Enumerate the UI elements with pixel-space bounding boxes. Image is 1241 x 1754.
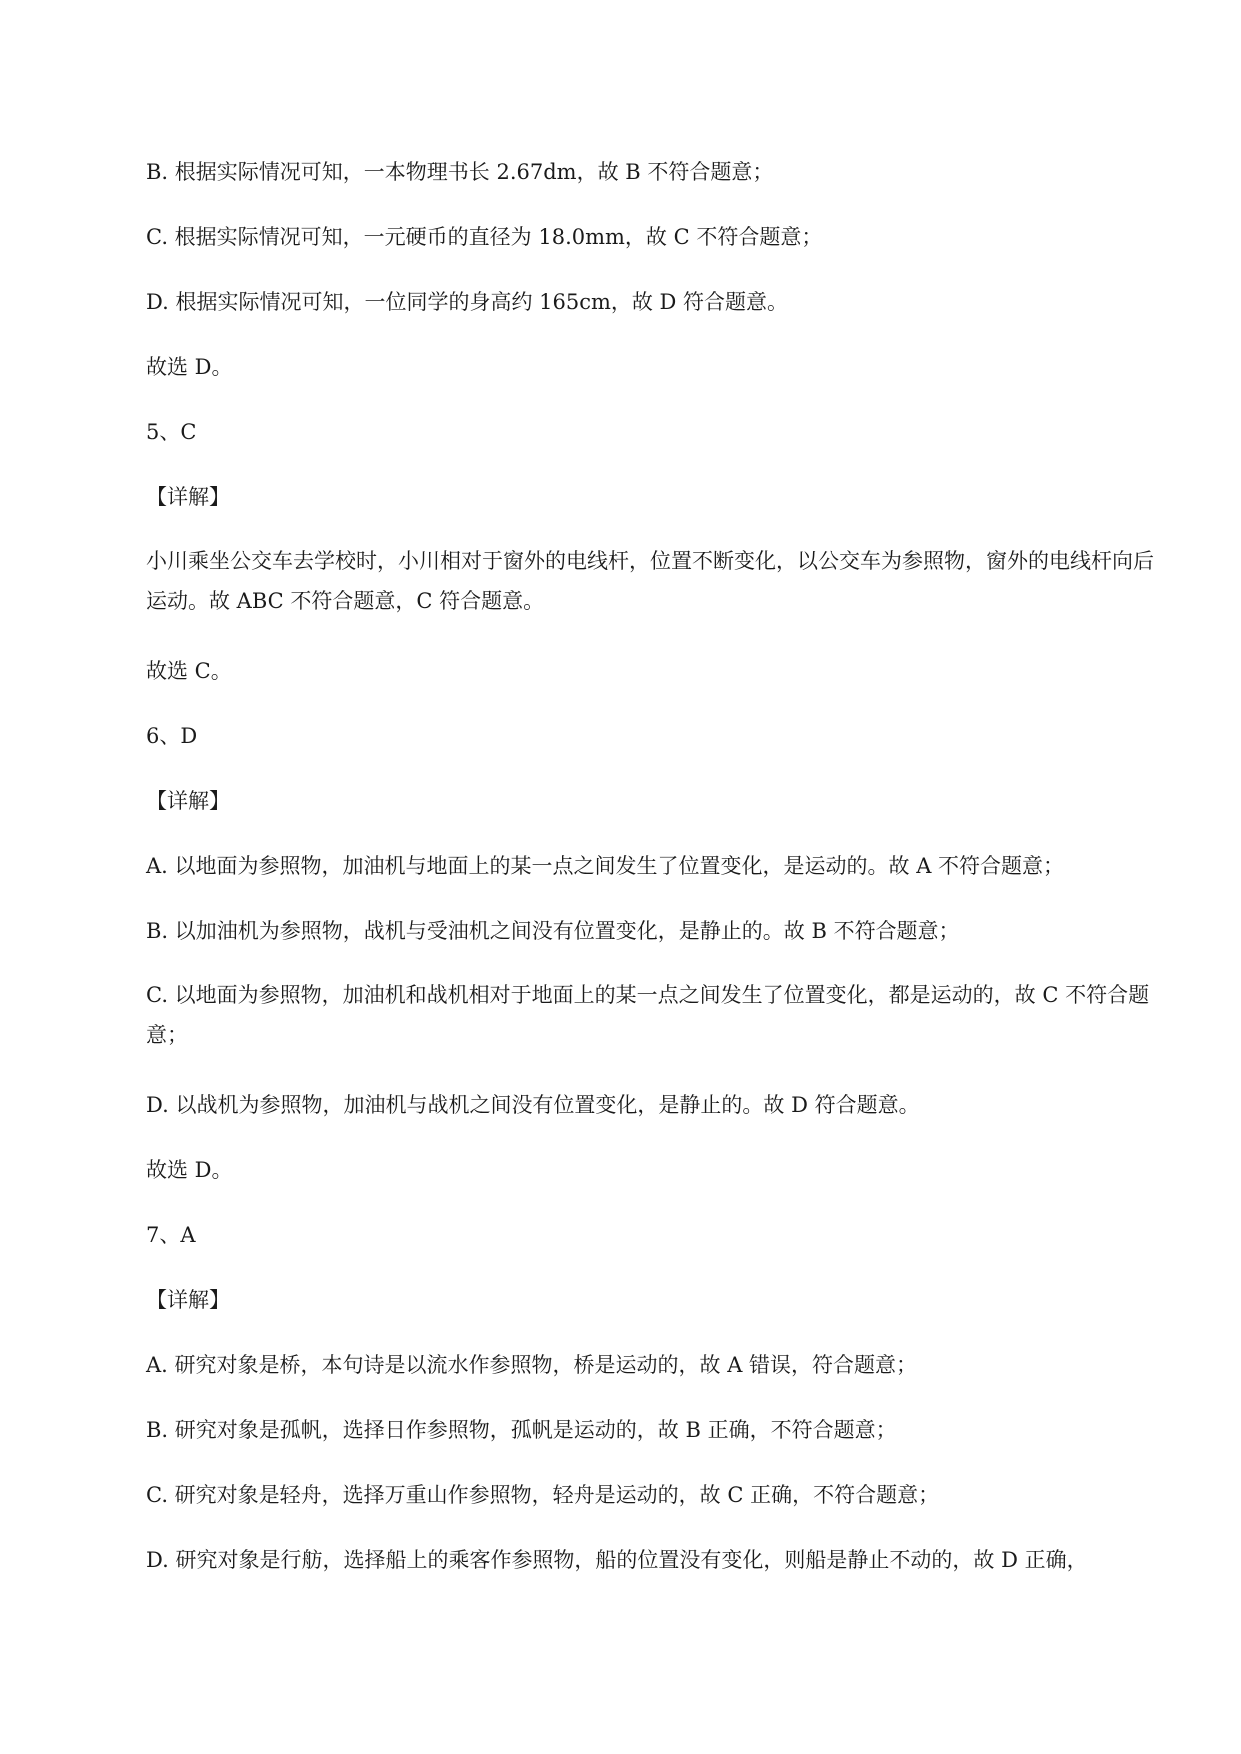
answer-conclusion: 故选 C。 xyxy=(146,659,232,683)
option-d-explanation: D. 以战机为参照物，加油机与战机之间没有位置变化，是静止的。故 D 符合题意。 xyxy=(146,1093,920,1117)
option-d-explanation: D. 根据实际情况可知，一位同学的身高约 165cm，故 D 符合题意。 xyxy=(146,290,789,314)
question-number-7: 7、A xyxy=(146,1223,196,1247)
option-c-explanation: C. 以地面为参照物，加油机和战机相对于地面上的某一点之间发生了位置变化，都是运动的，故 C 不符合题意； xyxy=(146,983,1150,1047)
answer-conclusion: 故选 D。 xyxy=(146,355,233,379)
option-d-explanation: D. 研究对象是行舫，选择船上的乘客作参照物，船的位置没有变化，则船是静止不动的，故 D 正确， xyxy=(146,1548,1088,1572)
explanation-heading: 【详解】 xyxy=(146,485,230,509)
explanation-heading: 【详解】 xyxy=(146,789,230,813)
question-number-6: 6、D xyxy=(146,724,198,748)
option-c-explanation: C. 根据实际情况可知，一元硬币的直径为 18.0mm，故 C 不符合题意； xyxy=(146,225,823,249)
option-c-explanation: C. 研究对象是轻舟，选择万重山作参照物，轻舟是运动的，故 C 正确，不符合题意； xyxy=(146,1483,940,1507)
answer-conclusion: 故选 D。 xyxy=(146,1158,233,1182)
option-a-explanation: A. 研究对象是桥，本句诗是以流水作参照物，桥是运动的，故 A 错误，符合题意； xyxy=(146,1353,918,1377)
paragraph: 小川乘坐公交车去学校时，小川相对于窗外的电线杆，位置不断变化，以公交车为参照物，窗外的电线杆向后运动。故 ABC 不符合题意，C 符合题意。 xyxy=(146,549,1154,613)
option-b-explanation: B. 研究对象是孤帆，选择日作参照物，孤帆是运动的，故 B 正确，不符合题意； xyxy=(146,1418,897,1442)
option-b-explanation: B. 以加油机为参照物，战机与受油机之间没有位置变化，是静止的。故 B 不符合题意； xyxy=(146,919,960,943)
option-b-explanation: B. 根据实际情况可知，一本物理书长 2.67dm，故 B 不符合题意； xyxy=(146,160,774,184)
option-a-explanation: A. 以地面为参照物，加油机与地面上的某一点之间发生了位置变化，是运动的。故 A 不符合题意； xyxy=(146,854,1065,878)
question-number-5: 5、C xyxy=(146,420,197,444)
explanation-heading: 【详解】 xyxy=(146,1288,230,1312)
